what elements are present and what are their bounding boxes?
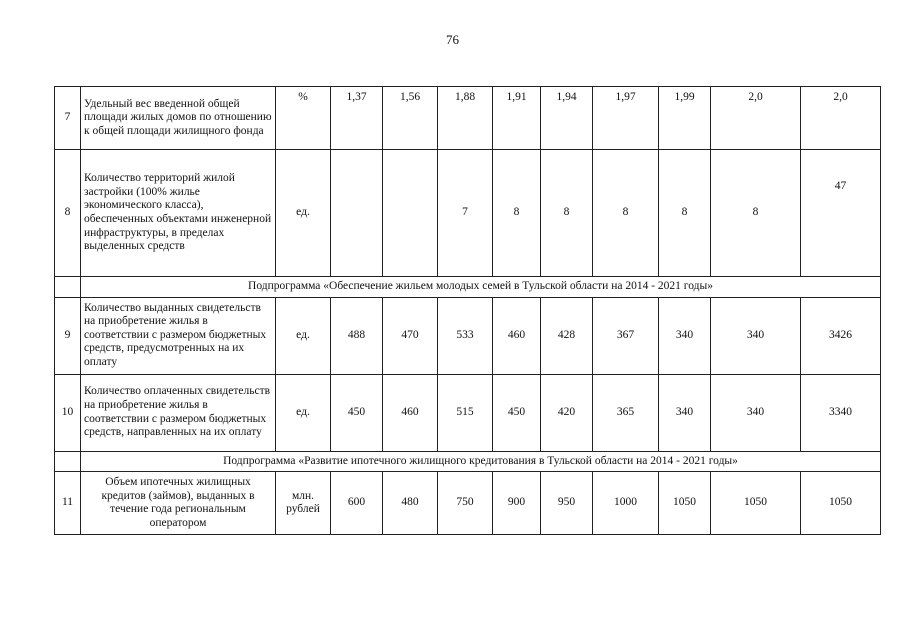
value-cell (383, 150, 438, 277)
table-row (55, 297, 881, 374)
value-cell: 340 (711, 297, 801, 374)
value-cell: 7 (438, 150, 493, 277)
indicator-name: Количество выданных свидетельств на приобретение жилья в соответствии с размером бюджетных средств, предусмотренных на их оплату (81, 297, 276, 374)
row-number: 8 (55, 150, 81, 277)
value-cell: 900 (493, 472, 541, 535)
total-cell: 1050 (801, 472, 881, 535)
total-cell: 3340 (801, 374, 881, 451)
row-number: 9 (55, 297, 81, 374)
value-cell: 950 (541, 472, 593, 535)
value-cell: 450 (493, 374, 541, 451)
value-cell: 365 (593, 374, 659, 451)
unit-cell: млн. рублей (276, 472, 331, 535)
table-row (55, 472, 881, 535)
unit-cell: ед. (276, 150, 331, 277)
value-cell: 2,0 (711, 87, 801, 150)
row-number-empty (55, 451, 81, 472)
table-row (55, 150, 881, 277)
indicator-name: Удельный вес введенной общей площади жилых домов по отношению к общей площади жилищного фонда (81, 87, 276, 150)
row-number: 10 (55, 374, 81, 451)
value-cell: 1,97 (593, 87, 659, 150)
page-number: 76 (446, 32, 459, 47)
row-number-empty (55, 277, 81, 298)
row-number: 11 (55, 472, 81, 535)
value-cell: 533 (438, 297, 493, 374)
value-cell: 1,37 (331, 87, 383, 150)
unit-cell: % (276, 87, 331, 150)
value-cell: 750 (438, 472, 493, 535)
value-cell: 340 (659, 297, 711, 374)
value-cell: 480 (383, 472, 438, 535)
value-cell: 450 (331, 374, 383, 451)
value-cell: 1,56 (383, 87, 438, 150)
indicator-name: Количество оплаченных свидетельств на приобретение жилья в соответствии с размером бюджетных средств, направленных на их оплату (81, 374, 276, 451)
indicators-table (54, 86, 881, 535)
value-cell: 460 (493, 297, 541, 374)
value-cell: 428 (541, 297, 593, 374)
value-cell: 1,88 (438, 87, 493, 150)
value-cell: 420 (541, 374, 593, 451)
subprogram-row (55, 277, 881, 298)
total-cell: 47 (801, 150, 881, 277)
indicator-name: Количество территорий жилой застройки (100% жилье экономического класса), обеспеченных объектами инженерной инфраструктуры, в пределах выделенных средств (81, 150, 276, 277)
value-cell: 1050 (711, 472, 801, 535)
value-cell: 470 (383, 297, 438, 374)
value-cell: 600 (331, 472, 383, 535)
table-row (55, 87, 881, 150)
value-cell: 1050 (659, 472, 711, 535)
value-cell: 340 (711, 374, 801, 451)
value-cell: 8 (711, 150, 801, 277)
value-cell (331, 150, 383, 277)
value-cell: 1,99 (659, 87, 711, 150)
total-cell: 2,0 (801, 87, 881, 150)
subprogram-title: Подпрограмма «Обеспечение жильем молодых семей в Тульской области на 2014 - 2021 годы» (81, 277, 881, 298)
value-cell: 515 (438, 374, 493, 451)
unit-cell: ед. (276, 374, 331, 451)
subprogram-title: Подпрограмма «Развитие ипотечного жилищного кредитования в Тульской области на 2014 - 2021 годы» (81, 451, 881, 472)
value-cell: 8 (593, 150, 659, 277)
value-cell: 460 (383, 374, 438, 451)
table-row (55, 374, 881, 451)
value-cell: 8 (659, 150, 711, 277)
value-cell: 367 (593, 297, 659, 374)
value-cell: 1000 (593, 472, 659, 535)
value-cell: 8 (493, 150, 541, 277)
value-cell: 1,94 (541, 87, 593, 150)
total-cell: 3426 (801, 297, 881, 374)
unit-cell: ед. (276, 297, 331, 374)
value-cell: 488 (331, 297, 383, 374)
value-cell: 8 (541, 150, 593, 277)
value-cell: 1,91 (493, 87, 541, 150)
row-number: 7 (55, 87, 81, 150)
indicator-name: Объем ипотечных жилищных кредитов (займов), выданных в течение года региональным оператором (81, 472, 276, 535)
value-cell: 340 (659, 374, 711, 451)
subprogram-row (55, 451, 881, 472)
